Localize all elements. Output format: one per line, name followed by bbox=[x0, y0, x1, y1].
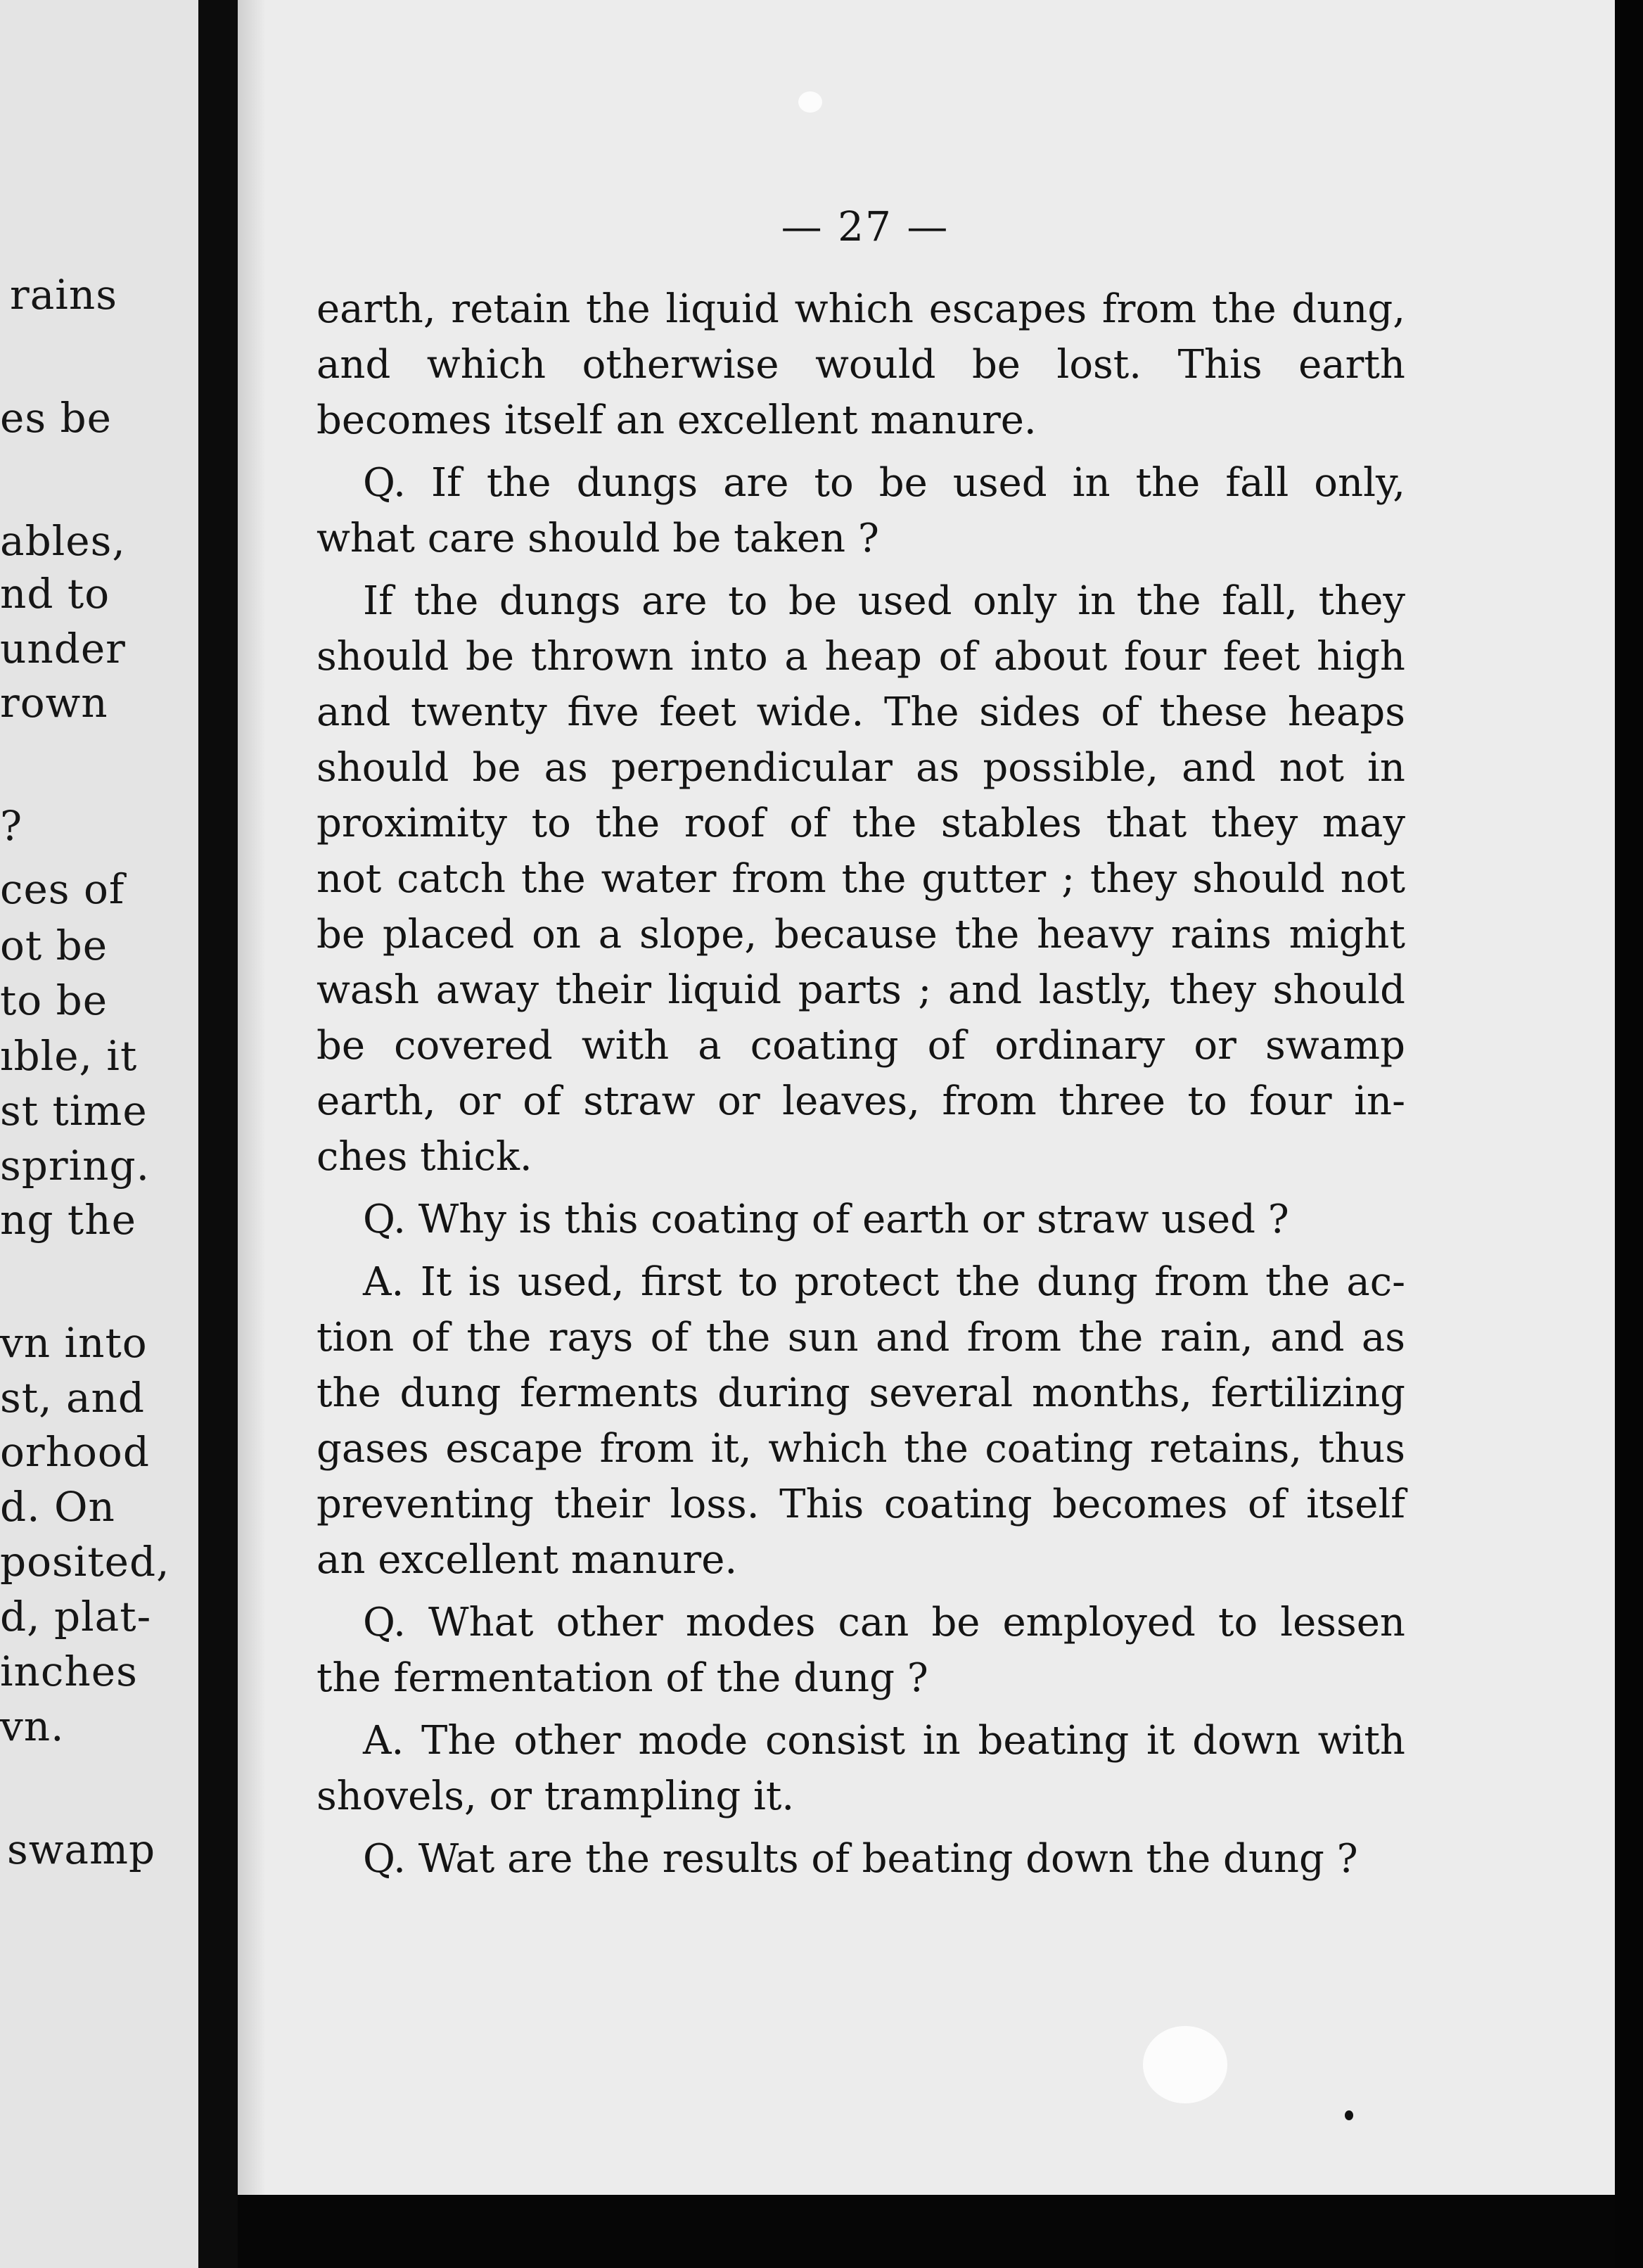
text-line: the dung ferments during several months, fertilizing bbox=[317, 1370, 1405, 1416]
answer-paragraph bbox=[317, 1713, 1405, 1824]
right-scan-border bbox=[1615, 0, 1643, 2268]
left-fragment-line: st time bbox=[0, 1087, 148, 1135]
page-curl-shadow bbox=[238, 0, 266, 2268]
left-fragment-line: ? bbox=[0, 802, 23, 850]
left-fragment-line: d, plat- bbox=[0, 1593, 152, 1641]
left-fragment-line: under bbox=[0, 625, 126, 673]
text-line: Q. Wat are the results of beating down the dung ? bbox=[363, 1836, 1358, 1882]
text-line: and which otherwise would be lost. This earth bbox=[317, 342, 1405, 388]
left-fragment-line: rains bbox=[10, 271, 117, 319]
text-line: preventing their loss. This coating becomes of itself bbox=[317, 1482, 1405, 1527]
left-fragment-line: inches bbox=[0, 1648, 138, 1695]
left-fragment-line: vn into bbox=[0, 1319, 148, 1367]
question-paragraph bbox=[317, 1192, 1405, 1247]
text-line: A. The other mode consist in beating it down with bbox=[363, 1718, 1405, 1764]
text-line: ches thick. bbox=[317, 1134, 532, 1180]
text-line: not catch the water from the gutter ; they should not bbox=[317, 856, 1405, 902]
left-fragment-line: rown bbox=[0, 679, 108, 727]
text-line: be covered with a coating of ordinary or swamp bbox=[317, 1023, 1405, 1069]
text-line: earth, or of straw or leaves, from three to four in- bbox=[317, 1078, 1405, 1124]
scan-speck bbox=[1143, 2026, 1227, 2103]
text-line: should be thrown into a heap of about four feet high bbox=[317, 634, 1405, 680]
left-fragment-line: ıble, it bbox=[0, 1032, 138, 1080]
text-line: If the dungs are to be used only in the fall, they bbox=[363, 578, 1405, 624]
text-line: earth, retain the liquid which escapes from the dung, bbox=[317, 286, 1405, 332]
text-line: and twenty five feet wide. The sides of these heaps bbox=[317, 689, 1405, 735]
left-fragment-line: ables, bbox=[0, 517, 126, 565]
left-fragment-line: st, and bbox=[0, 1374, 146, 1422]
book-gutter bbox=[198, 0, 238, 2268]
left-fragment-line: spring. bbox=[0, 1142, 151, 1190]
text-line: becomes itself an excellent manure. bbox=[317, 397, 1037, 443]
text-line: Q. Why is this coating of earth or straw used ? bbox=[363, 1197, 1289, 1242]
left-fragment-line: orhood bbox=[0, 1428, 150, 1476]
page-number: — 27 — bbox=[781, 203, 950, 250]
text-line: gases escape from it, which the coating retains, thus bbox=[317, 1426, 1405, 1472]
text-line: Q. If the dungs are to be used in the fall only, bbox=[363, 460, 1405, 506]
text-line: proximity to the roof of the stables that they may bbox=[317, 801, 1405, 846]
left-fragment-line: es be bbox=[0, 394, 112, 442]
text-line: the fermentation of the dung ? bbox=[317, 1655, 928, 1701]
text-line: wash away their liquid parts ; and lastly, they should bbox=[317, 967, 1405, 1013]
text-line: be placed on a slope, because the heavy rains might bbox=[317, 912, 1405, 957]
ink-dot bbox=[1345, 2110, 1353, 2120]
previous-page-fragment bbox=[0, 0, 198, 2268]
left-fragment-line: ng the bbox=[0, 1196, 136, 1244]
paragraph bbox=[317, 281, 1405, 448]
page-body-text bbox=[317, 281, 1405, 1887]
left-fragment-line: vn. bbox=[0, 1702, 65, 1750]
text-line: tion of the rays of the sun and from the rain, and as bbox=[317, 1315, 1405, 1361]
left-fragment-line: d. On bbox=[0, 1483, 115, 1531]
left-fragment-line: ot be bbox=[0, 922, 108, 969]
left-fragment-line: posited, bbox=[0, 1538, 170, 1586]
scan-speck bbox=[798, 91, 822, 113]
text-line: A. It is used, first to protect the dung from the ac- bbox=[363, 1259, 1405, 1305]
answer-paragraph bbox=[317, 573, 1405, 1185]
text-line: Q. What other modes can be employed to lessen bbox=[363, 1600, 1405, 1645]
question-paragraph bbox=[317, 1831, 1405, 1887]
bottom-scan-border bbox=[238, 2195, 1615, 2268]
text-line: should be as perpendicular as possible, and not in bbox=[317, 745, 1405, 791]
question-paragraph bbox=[317, 1595, 1405, 1706]
text-line: what care should be taken ? bbox=[317, 516, 879, 561]
text-line: an excellent manure. bbox=[317, 1537, 738, 1583]
left-fragment-line: swamp bbox=[7, 1826, 156, 1873]
left-fragment-line: ces of bbox=[0, 865, 125, 913]
answer-paragraph bbox=[317, 1254, 1405, 1588]
text-line: shovels, or trampling it. bbox=[317, 1773, 795, 1819]
left-fragment-line: nd to bbox=[0, 570, 110, 618]
question-paragraph bbox=[317, 455, 1405, 566]
left-fragment-line: to be bbox=[0, 976, 108, 1024]
